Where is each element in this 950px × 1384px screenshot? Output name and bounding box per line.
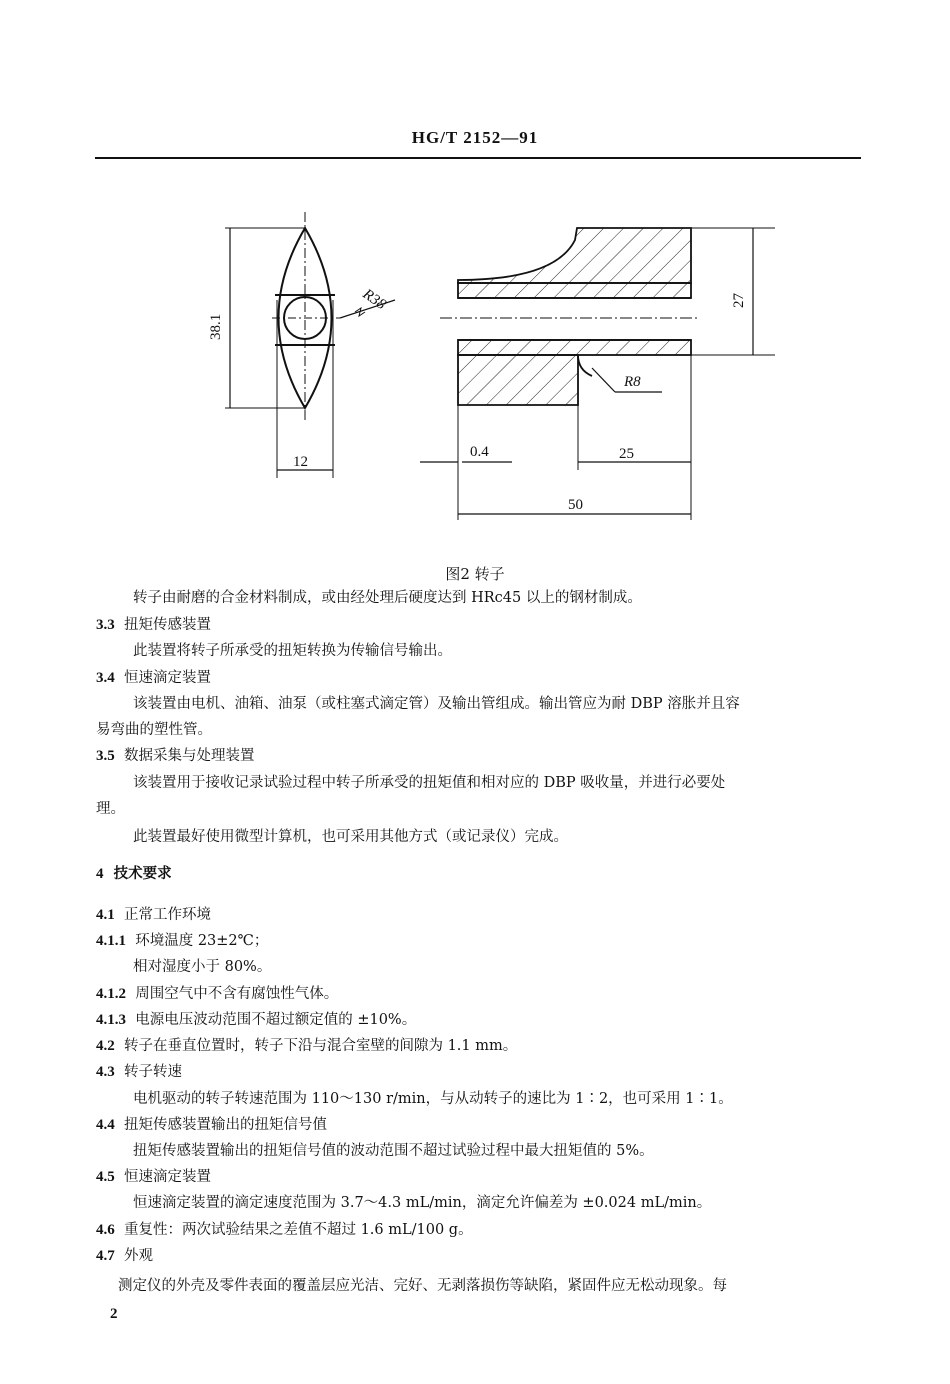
chapter-heading — [96, 864, 172, 884]
paragraph: 扭矩传感装置输出的扭矩信号值的波动范围不超过试验过程中最大扭矩值的 5%。 — [133, 1143, 654, 1159]
paragraph: 电机驱动的转子转速范围为 110～130 r/min，与从动转子的速比为 1∶2，也可采用 1∶1。 — [133, 1091, 733, 1107]
paragraph: 此装置将转子所承受的扭矩转换为传输信号输出。 — [133, 643, 452, 659]
shaft-bore-hatched-top — [458, 283, 691, 298]
section-title: 技术要求 — [113, 865, 172, 882]
dim-0-4: 0.4 — [470, 444, 489, 460]
dim-27: 27 — [731, 293, 747, 308]
dim-25: 25 — [619, 446, 634, 462]
dim-38-1: 38.1 — [208, 313, 224, 340]
dim-12: 12 — [293, 454, 308, 470]
dim-r38: R38 — [359, 286, 389, 314]
section-number: 4.4 — [96, 1117, 115, 1133]
section-number: 4.1.2 — [96, 986, 126, 1002]
clause — [96, 1036, 517, 1056]
section-heading — [96, 615, 211, 635]
paragraph: 相对湿度小于 80%。 — [133, 959, 272, 975]
shaft-bore-hatched-bottom — [458, 340, 691, 355]
section-number: 4.2 — [96, 1038, 115, 1054]
section-title: 扭矩传感装置输出的扭矩信号值 — [123, 1117, 327, 1133]
standard-code-header: HG/T 2152—91 — [411, 128, 539, 147]
section-number: 4 — [96, 866, 104, 882]
rotor-figure — [0, 0, 950, 560]
rotor-body-lower — [458, 355, 578, 405]
section-title: 恒速滴定装置 — [123, 670, 211, 686]
clause — [96, 931, 268, 951]
section-number: 3.4 — [96, 670, 115, 686]
section-heading — [96, 1115, 327, 1135]
section-number: 4.7 — [96, 1248, 115, 1264]
dim-r8: R8 — [624, 374, 641, 390]
section-number: 4.6 — [96, 1222, 115, 1238]
clause — [96, 1220, 473, 1240]
paragraph: 测定仪的外壳及零件表面的覆盖层应光洁、完好、无剥落损伤等缺陷，紧固件应无松动现象。每 — [118, 1278, 727, 1294]
section-heading — [96, 746, 254, 766]
section-number: 4.5 — [96, 1169, 115, 1185]
section-number: 4.1 — [96, 907, 115, 923]
clause-text: 转子在垂直位置时，转子下沿与混合室壁的间隙为 1.1 mm。 — [123, 1038, 518, 1054]
paragraph: 理。 — [96, 801, 125, 817]
section-heading — [96, 1167, 211, 1187]
paragraph: 该装置用于接收记录试验过程中转子所承受的扭矩值和相对应的 DBP 吸收量，并进行必要处 — [133, 775, 726, 791]
paragraph: 恒速滴定装置的滴定速度范围为 3.7～4.3 mL/min，滴定允许偏差为 ±0.024 mL/min。 — [133, 1195, 712, 1211]
section-title: 扭矩传感装置 — [123, 617, 211, 633]
section-number: 4.1.1 — [96, 933, 126, 949]
clause-text: 重复性：两次试验结果之差值不超过 1.6 mL/100 g。 — [123, 1222, 473, 1238]
rotor-body-upper — [458, 228, 691, 283]
section-title: 正常工作环境 — [123, 907, 211, 923]
paragraph: 该装置由电机、油箱、油泵（或柱塞式滴定管）及输出管组成。输出管应为耐 DBP 溶胀并且容 — [133, 696, 740, 712]
paragraph: 此装置最好使用微型计算机，也可采用其他方式（或记录仪）完成。 — [133, 829, 568, 845]
section-heading — [96, 1246, 153, 1266]
clause-text: 周围空气中不含有腐蚀性气体。 — [135, 986, 339, 1002]
section-heading — [96, 905, 211, 925]
figure-caption: 图2 转子 — [445, 565, 505, 583]
section-heading — [96, 668, 211, 688]
section-number: 4.3 — [96, 1064, 115, 1080]
section-heading — [96, 1062, 182, 1082]
dim-50: 50 — [568, 497, 583, 513]
clause-text: 电源电压波动范围不超过额定值的 ±10%。 — [135, 1012, 417, 1028]
section-title: 恒速滴定装置 — [123, 1169, 211, 1185]
clause-text: 环境温度 23±2℃； — [135, 933, 269, 949]
section-title: 外观 — [123, 1248, 153, 1264]
page-number: 2 — [110, 1306, 118, 1322]
section-number: 3.3 — [96, 617, 115, 633]
paragraph: 转子由耐磨的合金材料制成，或由经处理后硬度达到 HRc45 以上的钢材制成。 — [133, 590, 642, 606]
paragraph: 易弯曲的塑性管。 — [96, 722, 212, 738]
section-title: 转子转速 — [123, 1064, 182, 1080]
section-title: 数据采集与处理装置 — [123, 748, 255, 764]
section-number: 4.1.3 — [96, 1012, 126, 1028]
clause — [96, 1010, 416, 1030]
section-number: 3.5 — [96, 748, 115, 764]
clause — [96, 984, 338, 1004]
